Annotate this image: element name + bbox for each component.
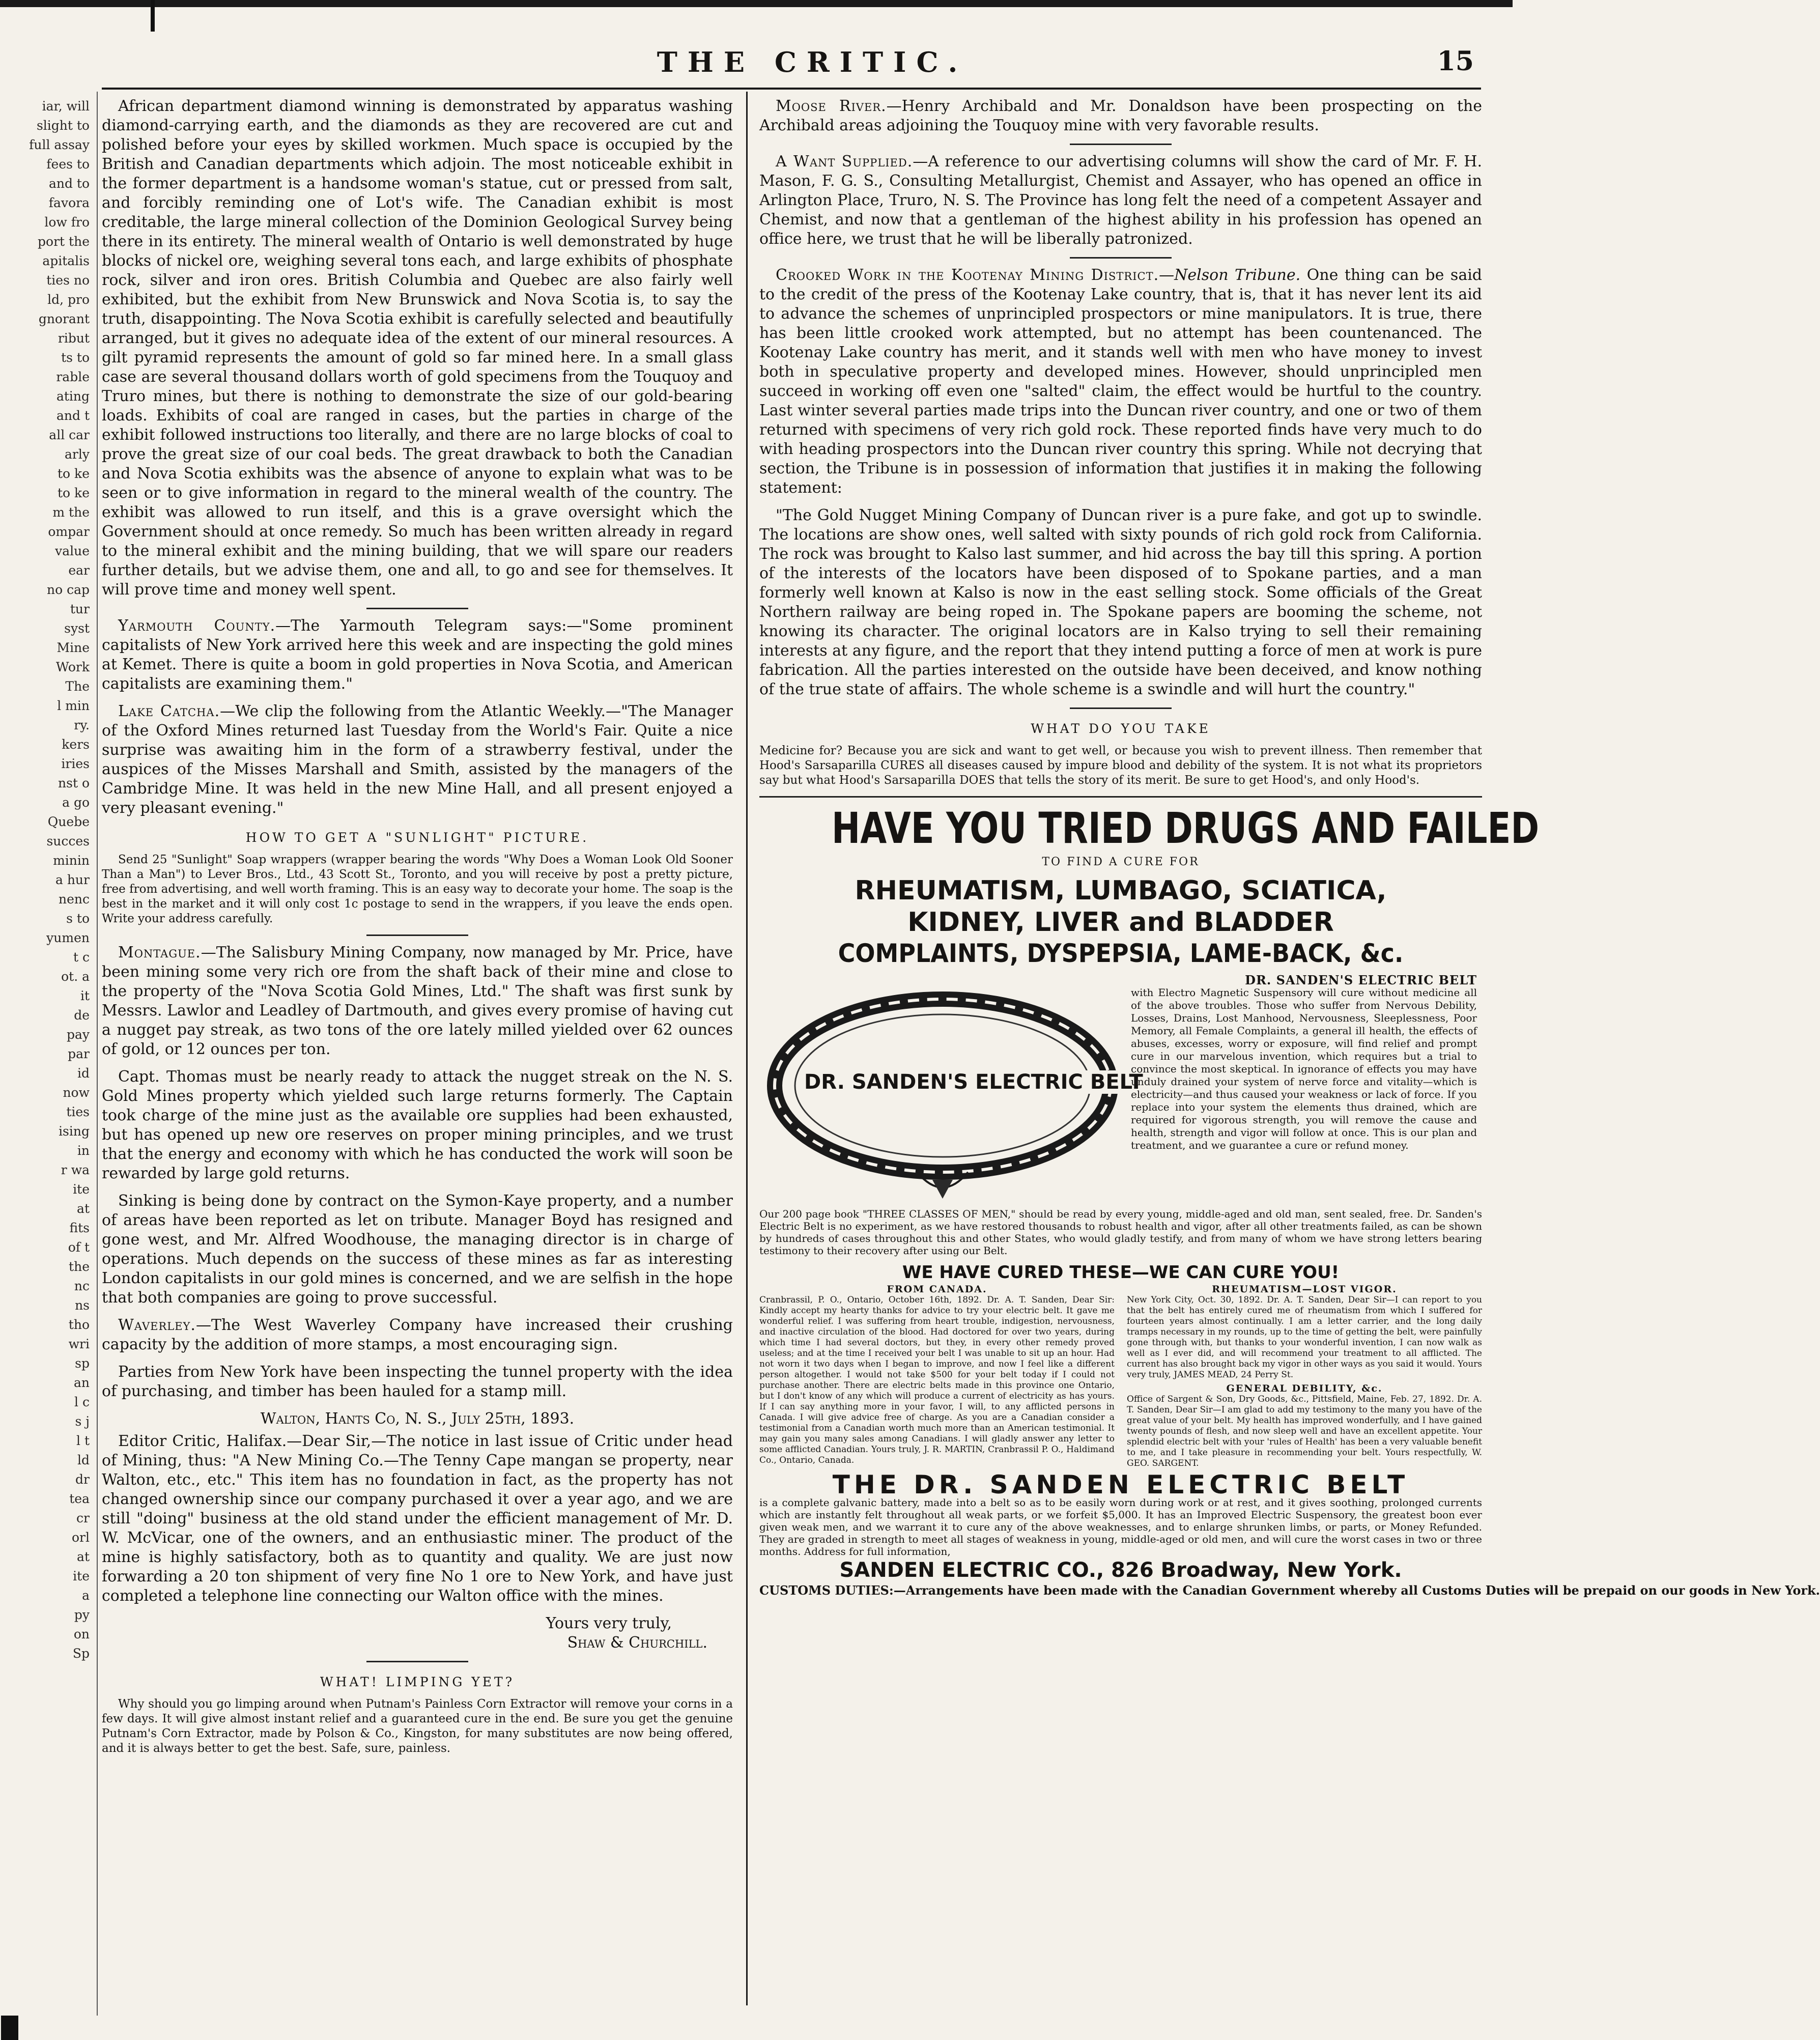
fragment-line: fees to — [46, 157, 90, 172]
fragment-line: slight to — [36, 118, 90, 133]
fragment-line: ld, pro — [47, 292, 90, 307]
yarmouth-item — [102, 616, 733, 694]
fragment-line: rable — [56, 370, 90, 384]
exhibit-article: African department diamond winning is demonstrated by apparatus washing diamond-carrying earth, and the diamonds as they are recovered are cut and polished before your eyes by skilled workmen. Much space is occupied by the British and Canadian departments which adjoin. The most noticeable exhibit in the former department is a handsome woman's statue, cut or pressed from salt, and forcibly reminding one of Lot's wife. The Canadian exhibit is most creditable, the large mineral collection of the Dominion Geological Survey being there in its entirety. The mineral wealth of Ontario is well demonstrated by huge blocks of nickel ore, weighing several tons each, and large exhibits of phosphate rock, silver and iron ores. British Columbia and Quebec are also fairly well exhibited, but the exhibit from New Brunswick and Nova Scotia is, to say the truth, disappointing. The Nova Scotia exhibit is carefully selected and beautifully arranged, but it gives no adequate idea of the extent of our mineral resources. A gilt pyramid represents the amount of gold so far mined here. In a small glass case are several thousand dollars worth of gold specimens from the Touquoy and Truro mines, but there is nothing to demonstrate the size of our gold-bearing loads. Exhibits of coal are ranged in cases, but the parties in charge of the exhibit followed instructions too literally, and there are no large blocks of coal to prove the great size of our coal beds. The great drawback to both the Canadian and Nova Scotia exhibits was the absence of anyone to explain what was to be seen or to give information in regard to the mineral wealth of the country. The exhibit was allowed to run itself, and this is a grave oversight which the Government should at once remedy. So much has been written already in regard to the mineral exhibit and the mining building, that we will spare our readers further details, but we advise them, one and all, to go and see for themselves. It will prove time and money well spent. — [102, 97, 733, 599]
fragment-line: The — [65, 679, 90, 694]
fragment-line: all car — [49, 428, 90, 442]
fragment-line: full assay — [29, 137, 90, 152]
lake-catcha-body: —We clip the following from the Atlantic Weekly.—"The Manager of the Oxford Mines returned last Tuesday from the World's Fair. Quite a nice surprise was awaiting him in the form of a strawberry festival, under the auspices of the Misses Marshall and Smith, assisted by the managers of the Cambridge Mine. It was held in the new Mine Hall, and all present enjoyed a very pleasant evening." — [102, 702, 733, 817]
crooked-work-source: —Nelson Tribune. — [1159, 266, 1301, 284]
fragment-line: Work — [55, 660, 90, 674]
limping-ad: Why should you go limping around when Putnam's Painless Corn Extractor will remove your corns in a few days. It will give almost instant relief and a guaranteed cure in the end. Be sure you get the genuine Putnam's Corn Extractor, made by Polson & Co., Kingston, for many substitutes are now being offered, and it is always better to get the best. Safe, sure, painless. — [102, 1697, 733, 1755]
want-supplied-body: —A reference to our advertising columns will show the card of Mr. F. H. Mason, F. G. S., Consulting Metallurgist, Chemist and Assayer, who has opened an office in Arlington Place, Truro, N. S. The Province has long felt the need of a competent Assayer and Chemist, and now that a gentleman of the highest ability in his profession has opened an office here, we trust that he will be liberally patronized. — [759, 153, 1482, 248]
fragment-line: minin — [53, 853, 90, 868]
fragment-line: l t — [76, 1433, 90, 1448]
testimonial-vigor-text: New York City, Oct. 30, 1892. Dr. A. T. Sanden, Dear Sir—I can report to you that the belt has entirely cured me of rheumatism from which I suffered for fourteen years almost continually. I am a letter carrier, and the long daily tramps necessary in my rounds, up to the time of getting the belt, were painfully gone through with, but thanks to your wonderful invention, I can now walk as well as I ever did, and will recommend your treatment to all afflicted. The current has also brought back my vigor in other ways as you said it would. Yours very truly, JAMES MEAD, 24 Perry St. — [1127, 1295, 1482, 1380]
fragment-line: ld — [77, 1453, 90, 1467]
testimonial-canada — [759, 1284, 1115, 1469]
testimonial-canada-heading: FROM CANADA. — [887, 1284, 987, 1295]
section-divider — [366, 1661, 468, 1662]
fragment-line: ry. — [74, 718, 90, 732]
ad-subheadline: TO FIND A CURE FOR — [1042, 856, 1200, 868]
fragment-line: of t — [68, 1240, 90, 1255]
letter-closing: Yours very truly, — [546, 1614, 672, 1632]
fragment-line: an — [73, 1375, 90, 1390]
fragment-line: nst o — [58, 776, 90, 790]
crooked-work-rubric: Crooked Work in the Kootenay Mining District. — [776, 266, 1159, 284]
ad-ailments-line2: KIDNEY, LIVER and BLADDER — [907, 907, 1334, 938]
moose-river-item — [759, 97, 1482, 135]
fragment-line: and to — [48, 176, 90, 191]
masthead-title: THE CRITIC. — [657, 46, 968, 78]
ad-headline: HAVE YOU TRIED DRUGS AND FAILED — [832, 803, 1540, 853]
testimonial-canada-text: Cranbrassil, P. O., Ontario, October 16th, 1892. Dr. A. T. Sanden, Dear Sir: Kindly accept my hearty thanks for advice to try your electric belt. It gave me wonderful relief. I was suffering from heart trouble, indigestion, nervousness, and inactive circulation of the blood. Had doctored for over two years, during which time I had several doctors, but they, in every other remedy proved useless; and at the time I received your belt I was unable to sit up an hour. Had not worn it two days when I began to improve, and now I feel like a different person altogether. I would not take $500 for your belt today if I could not purchase another. There are electric belts made in this province one Ontario, but I don't know of any which will produce a current of electricity as has yours. If I can say anything more in your favor, I will, to any afflicted persons in Canada. I will give advice free of charge. As you are a Canadian consider a testimonial from a Canadian worth much more than an American testimonial. It may gain you many sales among Canadians. I will gladly answer any letter to some afflicted Canadian. Yours truly, J. R. MARTIN, Cranbrassil P. O., Haldimand Co., Ontario, Canada. — [759, 1295, 1115, 1465]
fragment-line: it — [80, 988, 90, 1003]
ad-ailments-line1: RHEUMATISM, LUMBAGO, SCIATICA, — [855, 875, 1387, 906]
column-divider — [746, 92, 748, 2005]
fragment-line: value — [55, 544, 90, 558]
fragment-line: dr — [75, 1472, 90, 1487]
fragment-line: ns — [75, 1298, 90, 1313]
fragment-line: s j — [75, 1414, 90, 1429]
customs-notice: CUSTOMS DUTIES:—Arrangements have been made with the Canadian Government whereby all Customs Duties will be prepaid on our goods in New York. — [759, 1583, 1820, 1598]
section-divider — [1070, 257, 1172, 259]
fragment-line: the — [69, 1259, 90, 1274]
fragment-line: nc — [74, 1279, 90, 1293]
testimonial-column-right — [1127, 1284, 1482, 1469]
belt-description-text: with Electro Magnetic Suspensory will cure without medicine all of the above troubles. Those who suffer from Nervous Debility, Losses, Drains, Lost Manhood, Nervousness, Sleeplessness, Poor Memory, all Female Complaints, a general ill health, the effects of abuses, excesses, worry or exposure, will find relief and prompt cure in our marvelous invention, which requires but a trial to convince the most skeptical. In ignorance of effects you may have unduly drained your system of nerve force and vitality—which is electricity—and thus caused your weakness or lack of force. If you replace into your system the elements thus drained, which are required for vigorous strength, you will remove the cause and health, strength and vigor will follow at once. This is our plan and treatment, and we guarantee a cure or refund money. — [1131, 986, 1477, 1151]
fragment-line: t c — [73, 950, 90, 965]
fragment-line: s to — [66, 911, 90, 926]
fragment-line: port the — [38, 234, 90, 249]
product-banner: THE DR. SANDEN ELECTRIC BELT — [832, 1470, 1409, 1499]
montague-item — [102, 943, 733, 1059]
fragment-line: to ke — [58, 466, 90, 481]
fragment-line: ot. a — [61, 969, 90, 984]
fragment-line: pay — [66, 1027, 90, 1042]
fragment-line: ising — [59, 1124, 90, 1139]
limping-heading: WHAT! LIMPING YET? — [320, 1675, 515, 1689]
fragment-line: l min — [57, 698, 90, 713]
fragment-line: arly — [65, 447, 90, 462]
hoods-ad: Medicine for? Because you are sick and want to get well, or because you wish to prevent illness. Then remember that Hood's Sarsaparilla CURES all diseases caused by impure blood and debility of the system. It is not what its proprietors say but what Hood's Sarsaparilla DOES that tells the story of its merit. Be sure to get Hood's, and only Hood's. — [759, 744, 1482, 787]
fragment-line: ear — [68, 563, 90, 578]
testimonial-vigor-heading: RHEUMATISM—LOST VIGOR. — [1212, 1284, 1397, 1295]
belt-section — [759, 974, 1482, 1208]
fragment-line: ite — [73, 1569, 90, 1583]
fragment-line: a hur — [55, 872, 90, 887]
fragment-line: gnorant — [38, 311, 90, 326]
fragment-line: Mine — [56, 640, 90, 655]
ad-ailments-line3: COMPLAINTS, DYSPEPSIA, LAME-BACK, &c. — [838, 939, 1404, 968]
waverley-rubric: Waverley. — [118, 1316, 196, 1334]
fragment-line: orl — [72, 1530, 90, 1545]
fragment-line: sp — [75, 1356, 90, 1371]
fragment-line: Quebe — [47, 814, 90, 829]
binding-mark — [1, 2016, 18, 2040]
yarmouth-body: —The Yarmouth Telegram says:—"Some prominent capitalists of New York arrived here this week and are inspecting the gold mines at Kemet. There is quite a boom in gold properties in Nova Scotia, and American capitalists are examining them." — [102, 617, 733, 693]
fragment-line: at — [77, 1201, 90, 1216]
montague-body: —The Salisbury Mining Company, now managed by Mr. Price, have been mining some very rich ore from the shaft back of their mine and close to the property of the "Nova Scotia Gold Mines, Ltd." The shaft was first sunk by Messrs. Lawlor and Leadley of Dartmouth, and gives every promise of having cut a nugget pay streak, as two tons of the ore lately milled yielded over 62 ounces of gold, or 12 ounces per ton. — [102, 944, 733, 1058]
fragment-line: ts to — [61, 350, 90, 365]
fragment-line: nenc — [59, 892, 90, 906]
moose-river-rubric: Moose River. — [776, 97, 887, 115]
fragment-line: low fro — [44, 215, 90, 230]
section-divider — [1070, 144, 1172, 145]
fragment-line: a go — [62, 795, 90, 810]
binding-tab — [151, 0, 155, 32]
crooked-work-item — [759, 266, 1482, 498]
fragment-line: cr — [76, 1511, 90, 1525]
fragment-line: py — [74, 1607, 90, 1622]
right-column — [759, 97, 1820, 1929]
fragment-line: ating — [56, 389, 90, 404]
adjacent-page-fragments — [0, 97, 97, 1929]
fragment-line: par — [68, 1046, 90, 1061]
fragment-line: in — [77, 1143, 90, 1158]
waverley-body: —The West Waverley Company have increased their crushing capacity by the addition of more stamps, a most encouraging sign. — [102, 1316, 733, 1353]
testimonial-debility-heading: GENERAL DEBILITY, &c. — [1226, 1383, 1383, 1394]
fragment-line: yumen — [46, 930, 90, 945]
letter-signature: Shaw & Churchill. — [567, 1634, 707, 1652]
fragment-line: ties no — [46, 273, 90, 288]
moose-river-body: —Henry Archibald and Mr. Donaldson have been prospecting on the Archibald areas adjoining the Touquoy mine with very favorable results. — [759, 97, 1482, 134]
fragment-line: apitalis — [42, 253, 90, 268]
sunlight-ad: Send 25 "Sunlight" Soap wrappers (wrapper bearing the words "Why Does a Woman Look Old Sooner Than a Man") to Lever Bros., Ltd., 43 Scott St., Toronto, and you will receive by post a pretty picture, free from advertising, and well worth framing. This is an easy way to decorate your home. The soap is the best in the market and it will only cost 1c postage to send in the wrappers, if you leave the ends open. Write your address carefully. — [102, 853, 733, 925]
sanden-advertisement — [759, 796, 1820, 1600]
crooked-work-quote: "The Gold Nugget Mining Company of Duncan river is a pure fake, and got up to swindle. The locations are show ones, well salted with sixty pounds of rich gold rock from California. The rock was brought to Kalso last summer, and hid across the bay till this spring. A portion of the interests of the locators have been disposed of to Spokane parties, and a man formerly well known at Kalso is now in the east selling stock. Some officials of the Great Northern railway are being roped in. The Spokane papers are booming the scheme, not knowing its character. The original locators are in Kalso trying to sell their remaining interests at any figure, and the report that they intend putting a force of men at work is pure fabrication. All the parties interested on the outside have been deceived, and know nothing of the true state of affairs. The whole scheme is a swindle and will hurt the country." — [759, 506, 1482, 698]
fragment-line: tho — [68, 1317, 90, 1332]
want-supplied-rubric: A Want Supplied. — [776, 153, 913, 171]
sinking-paragraph: Sinking is being done by contract on the Symon-Kaye property, and a number of areas have been reported as let on tribute. Manager Boyd has resigned and gone west, and Mr. Alfred Woodhouse, the managing director is in charge of operations. Much depends on the success of these mines as far as interesting London capitalists in our gold mines is concerned, and we are selfish in the hope that both companies are going to prove successful. — [102, 1192, 733, 1307]
page-header — [151, 46, 1474, 87]
top-border — [0, 0, 1513, 7]
lake-catcha-rubric: Lake Catcha. — [118, 702, 220, 720]
belt-label: DR. SANDEN'S ELECTRIC BELT — [800, 1070, 1147, 1094]
letter-dateline: Walton, Hants Co, N. S., July 25th, 1893. — [260, 1410, 575, 1428]
testimonials — [759, 1284, 1482, 1469]
fragment-line: succes — [46, 834, 90, 848]
fragment-line: ompar — [48, 524, 90, 539]
fragment-line: tur — [70, 602, 90, 616]
section-divider — [366, 934, 468, 936]
left-column — [102, 97, 733, 1929]
fragment-line: tea — [69, 1491, 90, 1506]
product-description: is a complete galvanic battery, made into a belt so as to be easily worn during work or at rest, and it gives soothing, prolonged currents which are instantly felt throughout all weak parts, or we forfeit $5,000. It has an Improved Electric Suspensory, the greatest boon ever given weak men, and we warrant it to cure any of the above weaknesses, and to enlarge shrunken limbs, or parts, or Money Refunded. They are graded in strength to meet all stages of weakness in young, middle-aged or old men, and will cure the worst cases in two or three months. Address for full information, — [759, 1496, 1482, 1557]
testimonials-heading: WE HAVE CURED THESE—WE CAN CURE YOU! — [902, 1262, 1340, 1283]
yarmouth-rubric: Yarmouth County. — [118, 617, 276, 635]
crooked-work-body: One thing can be said to the credit of the press of the Kootenay Lake country, that is, that it has never lent its aid to advance the schemes of unprincipled prospectors or mine manipulators. It is true, there has been little crooked work attempted, but no attempt has been countenanced. The Kootenay Lake country has merit, and it stands well with men who have money to invest both in speculative property and developed mines. However, should unprincipled men succeed in working off even one "salted" claim, the effect would be hurtful to the country. Last winter several parties made trips into the Duncan river country, and one or two of them returned with specimens of very rich gold rock. These reported finds have very much to do with heading prospectors into the Duncan river country this spring. While not decrying that section, the Tribune is in possession of information that justifies it in making the following statement: — [759, 266, 1483, 497]
fragment-line: id — [77, 1066, 90, 1081]
fragment-line: and t — [56, 408, 90, 423]
waverley-item — [102, 1316, 733, 1354]
lake-catcha-item — [102, 702, 733, 818]
fragment-line: de — [74, 1008, 90, 1023]
book-offer: Our 200 page book "THREE CLASSES OF MEN," should be read by every young, middle-aged and old man, sent sealed, free. Dr. Sanden's Electric Belt is no experiment, as we have restored thousands to robust health and vigor, after all other treatments failed, as can be shown by hundreds of cases throughout this and other States, who would gladly testify, and from many of whom we have strong letters bearing testimony to their recovery after using our Belt. — [759, 1208, 1482, 1257]
fragment-line: on — [73, 1627, 90, 1641]
fragment-line: wri — [68, 1337, 90, 1351]
fragment-line: no cap — [46, 582, 90, 597]
section-divider — [1070, 707, 1172, 709]
company-address: SANDEN ELECTRIC CO., 826 Broadway, New York. — [839, 1559, 1402, 1582]
section-divider — [366, 608, 468, 609]
fragment-line: Sp — [72, 1646, 90, 1661]
montague-rubric: Montague. — [118, 944, 201, 961]
header-rule — [102, 88, 1481, 90]
testimonial-debility-text: Office of Sargent & Son, Dry Goods, &c., Pittsfield, Maine, Feb. 27, 1892. Dr. A. T. Sanden, Dear Sir—I am glad to add my testimony to the many you have of the great value of your belt. My health has improved wonderfully, and I have gained twenty pounds of flesh, and now sleep well and have an excellent appetite. Your splendid electric belt with your 'rules of Health' has been a very valuable benefit to me, and I take pleasure in recommending your belt. Yours respectfully, W. GEO. SARGENT. — [1127, 1394, 1482, 1468]
fragment-line: iries — [61, 756, 90, 771]
fragment-line: now — [63, 1085, 90, 1100]
page-number: 15 — [1437, 46, 1474, 77]
fragment-line: syst — [64, 621, 90, 636]
sunlight-heading: HOW TO GET A "SUNLIGHT" PICTURE. — [245, 830, 589, 845]
gutter-line — [97, 92, 98, 2016]
belt-description-heading: DR. SANDEN'S ELECTRIC BELT — [1245, 973, 1477, 987]
belt-description — [1131, 974, 1477, 1152]
fragment-line: r wa — [61, 1163, 90, 1177]
fragment-line: a — [82, 1588, 90, 1603]
fragment-line: iar, will — [42, 99, 90, 114]
want-supplied-item — [759, 152, 1482, 249]
hoods-heading: WHAT DO YOU TAKE — [1031, 721, 1211, 736]
fragment-line: favora — [48, 195, 90, 210]
parties-paragraph: Parties from New York have been inspecting the tunnel property with the idea of purchasing, and timber has been hauled for a stamp mill. — [102, 1363, 733, 1400]
fragment-line: m the — [52, 505, 90, 520]
fragment-line: ties — [66, 1104, 90, 1119]
thomas-paragraph: Capt. Thomas must be nearly ready to attack the nugget streak on the N. S. Gold Mines property which yielded such large returns formerly. The Captain took charge of the mine just as the available ore supplies had been exhausted, but has opened up new ore reserves on proper mining principles, and we trust that the energy and economy with which he has conducted the work will soon be rewarded by large gold returns. — [102, 1068, 733, 1182]
fragment-line: to ke — [58, 486, 90, 500]
fragment-line: l c — [74, 1395, 90, 1409]
fragment-line: ribut — [58, 331, 90, 346]
fragment-line: at — [77, 1549, 90, 1564]
fragment-line: kers — [62, 737, 90, 752]
letter-body: Editor Critic, Halifax.—Dear Sir,—The notice in last issue of Critic under head of Mining, thus: "A New Mining Co.—The Tenny Cape mangan se property, near Walton, etc., etc." This item has no foundation in fact, as the property has not changed ownership since our company purchased it over a year ago, and we are still "doing" business at the old stand under the efficient management of Mr. D. W. McVicar, one of the owners, and an enthusiastic miner. The product of the mine is highly satisfactory, both as to quantity and quality. We are just now forwarding a 20 ton shipment of very fine No 1 ore to New York, and have just completed a telephone line connecting our Walton office with the mines. — [102, 1432, 733, 1605]
fragment-line: fits — [69, 1221, 90, 1235]
fragment-line: ite — [73, 1182, 90, 1197]
